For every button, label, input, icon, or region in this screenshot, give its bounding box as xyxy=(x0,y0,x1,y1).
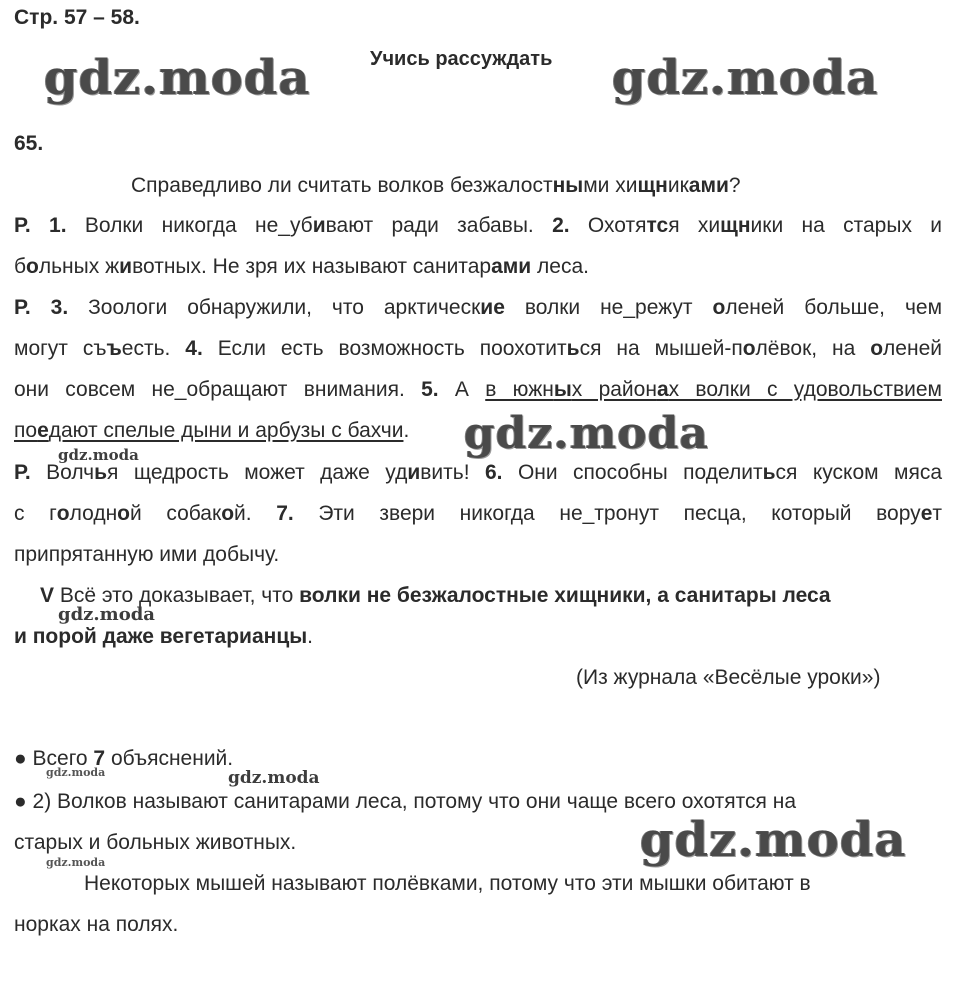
highlight: ъ xyxy=(106,337,122,360)
conclusion-line-2 xyxy=(14,616,942,657)
text: норках на полях. xyxy=(14,913,179,936)
text: Зоологи обнаружили, что арктическ xyxy=(68,296,481,319)
highlight: о xyxy=(117,502,130,525)
text: Некоторых мышей называют полёвками, потому что эти мышки обитают в xyxy=(84,872,811,895)
text: Всё это доказывает, что xyxy=(54,584,300,607)
text: х район xyxy=(571,378,657,401)
highlight: о xyxy=(742,337,756,360)
sentence-number: 4. xyxy=(185,337,203,360)
text: б xyxy=(14,255,27,278)
watermark-logo: gdz.moda xyxy=(464,408,710,459)
sentence-number: 3. xyxy=(50,296,69,319)
text: й собак xyxy=(130,502,222,525)
highlight: тс xyxy=(646,214,669,237)
note-line-4 xyxy=(84,863,942,904)
highlight: ы xyxy=(553,378,572,401)
text: Волки никогда не_уб xyxy=(66,214,313,237)
paragraph-marker: Р. xyxy=(14,461,31,484)
text-line-1 xyxy=(14,205,942,246)
text: Эти звери никогда не_тронут песца, который вору xyxy=(293,502,921,525)
highlight: ие xyxy=(480,296,505,319)
text: в южн xyxy=(485,378,554,401)
highlight: ны xyxy=(552,174,584,197)
text-line-4 xyxy=(14,328,942,369)
conclusion-bold: волки не безжалостные хищники, а санитары леса xyxy=(299,584,831,607)
highlight: о xyxy=(221,502,235,525)
text: вают ради забавы. xyxy=(325,214,553,237)
text: Охотя xyxy=(569,214,647,237)
highlight: ь xyxy=(566,337,580,360)
sentence-number: 2. xyxy=(552,214,570,237)
text: . xyxy=(307,625,314,648)
watermark-logo: gdz.moda xyxy=(228,768,320,788)
highlight: щн xyxy=(720,214,751,237)
sentence-number: 1. xyxy=(49,214,67,237)
text: старых и больных животных. xyxy=(14,831,297,854)
underlined-phrase xyxy=(485,378,942,401)
sentence-number: 7. xyxy=(276,502,294,525)
underlined-phrase xyxy=(14,419,403,442)
text: ся куском мяса xyxy=(775,461,942,484)
text: есть. xyxy=(121,337,186,360)
conclusion-line xyxy=(40,575,942,616)
text: Они способны поделит xyxy=(502,461,763,484)
watermark-logo: gdz.moda xyxy=(46,856,106,869)
conclusion-bold: и порой даже вегетарианцы xyxy=(14,625,308,648)
highlight: ами xyxy=(688,174,729,197)
watermark-logo: gdz.moda xyxy=(640,812,907,868)
highlight: о xyxy=(712,296,726,319)
text: леней xyxy=(883,337,942,360)
text: А xyxy=(438,378,486,401)
text: я щедрость может даже уд xyxy=(107,461,408,484)
text: могут съ xyxy=(14,337,107,360)
text: они совсем не_обращают внимания. xyxy=(14,378,422,401)
text: ся на мышей-п xyxy=(579,337,743,360)
text: ик xyxy=(667,174,689,197)
paragraph-marker: Р. xyxy=(14,214,31,237)
section-title: Учись рассуждать xyxy=(370,48,553,70)
highlight: щн xyxy=(637,174,668,197)
text: по xyxy=(14,419,38,442)
bullet-icon: ● xyxy=(14,790,27,813)
highlight: ами xyxy=(491,255,532,278)
text: объяснений. xyxy=(105,747,234,770)
highlight: о xyxy=(26,255,39,278)
text-line-3 xyxy=(14,287,942,328)
text-line-2 xyxy=(14,246,942,287)
paragraph-marker: Р. xyxy=(14,296,31,319)
note-line-5 xyxy=(14,904,942,945)
highlight: ь xyxy=(762,461,776,484)
text: ики на старых и xyxy=(750,214,943,237)
watermark-logo: gdz.moda xyxy=(46,766,106,779)
text: ми хи xyxy=(583,174,638,197)
text-line-9 xyxy=(14,534,942,575)
text: 2) Волков называют санитарами леса, потому что они чаще всего охотятся на xyxy=(26,790,797,813)
text: Всего xyxy=(26,747,94,770)
text: леса. xyxy=(531,255,589,278)
bullet-icon: ● xyxy=(14,747,27,770)
text: льных ж xyxy=(38,255,120,278)
exercise-number: 65. xyxy=(14,132,44,155)
page-reference: Стр. 57 – 58. xyxy=(14,6,140,29)
highlight: и xyxy=(312,214,326,237)
highlight: е xyxy=(37,419,49,442)
sentence-number: 6. xyxy=(485,461,503,484)
highlight: о xyxy=(56,502,70,525)
text: с г xyxy=(14,502,57,525)
text: т xyxy=(932,502,942,525)
highlight: 7 xyxy=(93,747,106,770)
text: Справедливо ли считать волков безжалост xyxy=(131,174,553,197)
watermark-logo: gdz.moda xyxy=(58,446,139,464)
text-line-5 xyxy=(14,369,942,410)
highlight: е xyxy=(920,502,933,525)
note-line-1 xyxy=(14,738,942,779)
text: Волч xyxy=(30,461,95,484)
text: дают спелые дыни и арбузы с бахчи xyxy=(48,419,404,442)
text: леней больше, чем xyxy=(725,296,943,319)
text-line-7 xyxy=(14,452,942,493)
text: ? xyxy=(728,174,741,197)
watermark-logo: gdz.moda xyxy=(44,50,311,106)
watermark-logo: gdz.moda xyxy=(58,604,155,625)
question-line xyxy=(131,174,741,198)
sentence-number: 5. xyxy=(421,378,439,401)
text: Если есть возможность поохотит xyxy=(202,337,567,360)
text-line-8 xyxy=(14,493,942,534)
text: . xyxy=(403,419,410,442)
text: х волки с удовольствием xyxy=(668,378,942,401)
text: волки не_режут xyxy=(504,296,713,319)
conclusion-marker: V xyxy=(40,584,55,607)
text: й. xyxy=(234,502,277,525)
text: вотных. Не зря их называют санитар xyxy=(132,255,492,278)
highlight: ь xyxy=(94,461,108,484)
text: припрятанную ими добычу. xyxy=(14,543,280,566)
highlight: а xyxy=(656,378,669,401)
highlight: и xyxy=(407,461,421,484)
text: лёвок, на xyxy=(755,337,871,360)
source-citation: (Из журнала «Весёлые уроки») xyxy=(576,666,881,689)
watermark-logo: gdz.moda xyxy=(612,50,879,106)
text: лодн xyxy=(69,502,118,525)
text: я хи xyxy=(668,214,721,237)
highlight: и xyxy=(119,255,133,278)
text: вить! xyxy=(420,461,485,484)
highlight: о xyxy=(870,337,884,360)
